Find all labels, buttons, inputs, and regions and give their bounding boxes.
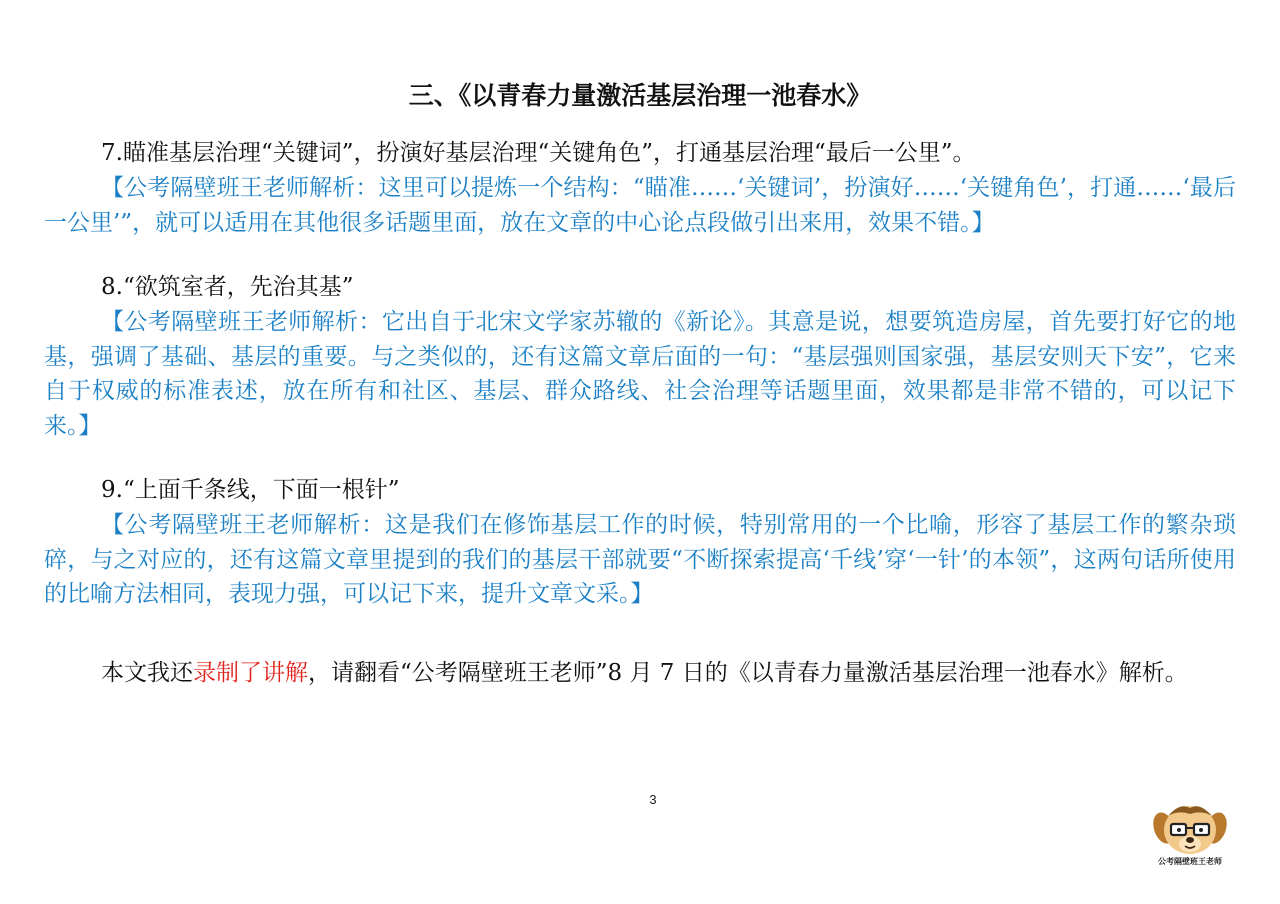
page-number: 3: [649, 792, 657, 807]
spacer: [44, 612, 1236, 656]
document-page: [44, 78, 1236, 691]
logo-label: 公考隔壁班王老师: [1158, 857, 1222, 866]
item-9-analysis: 【公考隔壁班王老师解析：这是我们在修饰基层工作的时候，特别常用的一个比喻，形容了基层工作的繁杂琐碎，与之对应的，还有这篇文章里提到的我们的基层干部就要“不断探索提高‘千线’穿‘一针’的本领”，这两句话所使用的比喻方法相同，表现力强，可以记下来，提升文章文采。】: [44, 512, 1236, 607]
item-7-analysis: 【公考隔壁班王老师解析：这里可以提炼一个结构：“瞄准……‘关键词’，扮演好……‘关键角色’，打通……‘最后一公里’”，就可以适用在其他很多话题里面，放在文章的中心论点段做引出来用，效果不错。】: [44, 175, 1236, 236]
section-title: 三、《以青春力量激活基层治理一池春水》: [408, 81, 872, 110]
item-7-heading: 7.瞄准基层治理“关键词”，扮演好基层治理“关键角色”，打通基层治理“最后一公里”。: [101, 140, 976, 166]
closing-paragraph: [44, 656, 1236, 691]
spacer: [44, 443, 1236, 473]
closing-text-after: ，请翻看“公考隔壁班王老师”8 月 7 日的《以青春力量激活基层治理一池春水》解析。: [308, 659, 1188, 686]
spacer: [44, 240, 1236, 270]
item-8-analysis: 【公考隔壁班王老师解析：它出自于北宋文学家苏辙的《新论》。其意是说，想要筑造房屋，首先要打好它的地基，强调了基础、基层的重要。与之类似的，还有这篇文章后面的一句：“基层强则国家强，基层安则天下安”，它来自于权威的标准表述，放在所有和社区、基层、群众路线、社会治理等话题里面，效果都是非常不错的，可以记下来。】: [44, 309, 1236, 439]
item-8-heading: 8.“欲筑室者，先治其基”: [101, 274, 354, 300]
item-9-heading: 9.“上面千条线，下面一根针”: [101, 477, 400, 503]
closing-highlight: 录制了讲解: [193, 659, 308, 686]
closing-text-before: 本文我还: [101, 659, 193, 686]
